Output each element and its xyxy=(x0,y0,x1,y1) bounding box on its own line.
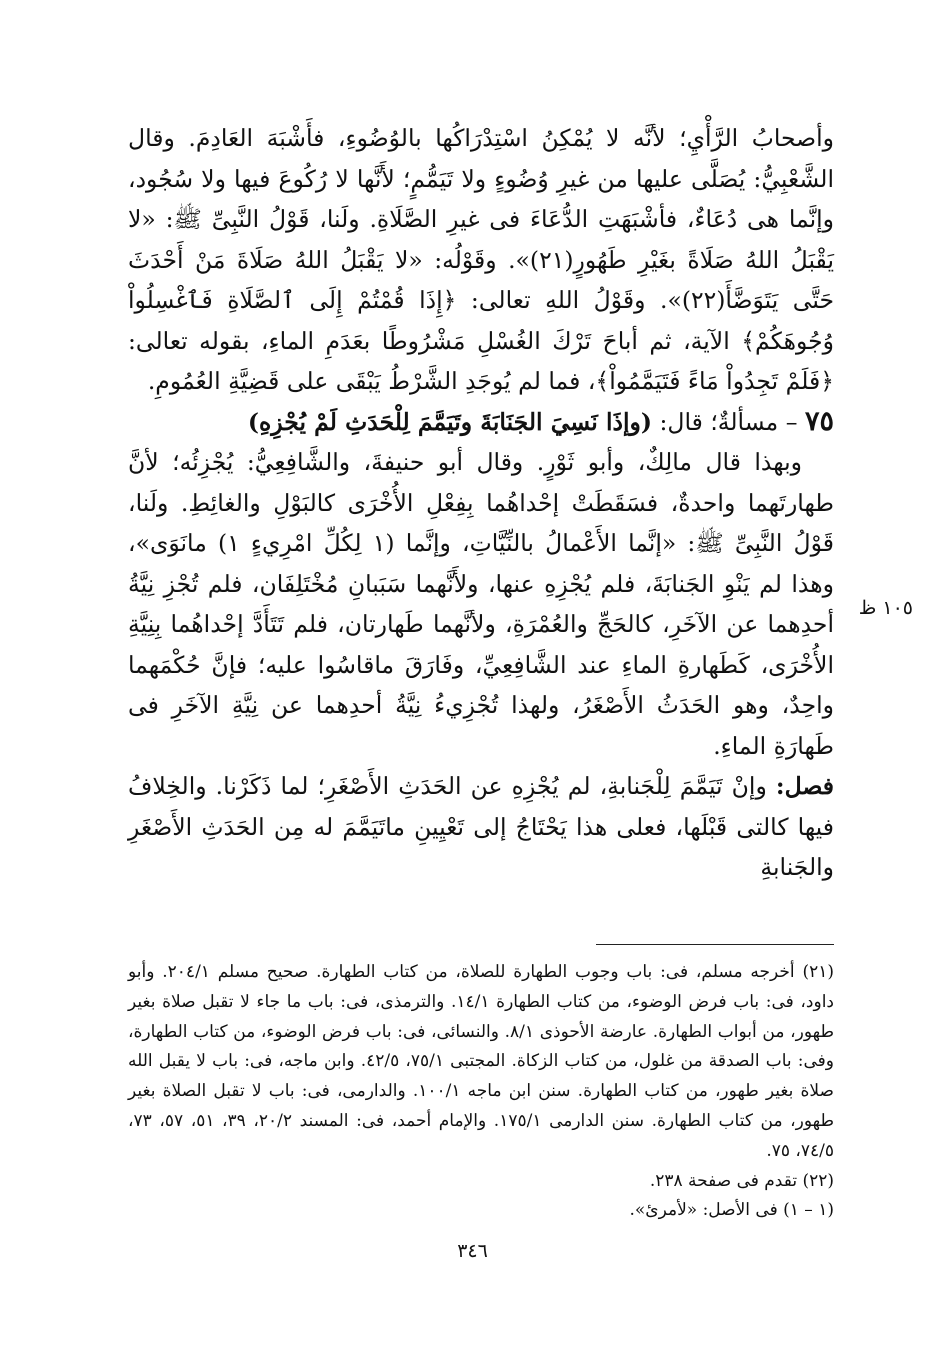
fasl-paragraph xyxy=(128,766,834,888)
fasl-label: فصل: xyxy=(775,772,834,800)
paragraph-1: وأصحابُ الرَّأْيِ؛ لأنَّه لا يُمْكِنُ اسْتِدْرَاكُها بالوُضُوءِ، فأَشْبَهَ العَادِمَ. وقال الشَّعْبِيُّ: يُصَلَّى عليها من غيرِ وُضُوءٍ ولا تَيَمُّمٍ؛ لأَنَّها لا رُكُوعَ فيها ولا سُجُود، وإنَّما هى دُعَاءٌ، فأشْبَهَتِ الدُّعَاءَ فى غيرِ الصَّلَاةِ. ولَنا، قَوْلُ النَّبِىِّ ﷺ: «لا يَقْبَلُ اللهُ صَلَاةً بغَيْرِ طَهُورٍ(٢١)». وقَوْلُه: «لا يَقْبَلُ اللهُ صَلَاةَ مَنْ أَحْدَثَ حَتَّى يَتَوَضَّأَ(٢٢)». وقَوْلُ اللهِ تعالى: ﴿إِذَا قُمْتُمْ إِلَى ٱلصَّلَاةِ فَٱغْسِلُواْ وُجُوهَكُمْ﴾ الآية، ثم أباحَ تَرْكَ الغُسْلِ مَشْرُوطًا بعَدَمِ الماءِ، بقوله تعالى: ﴿فَلَمْ تَجِدُواْ مَاءً فَتَيَمَّمُواْ﴾، فما لم يُوجَدِ الشَّرْطُ يَبْقَى على قَضِيَّةِ العُمُومِ. xyxy=(128,124,835,395)
footnotes xyxy=(128,958,834,1226)
footnote-21: (٢١) أخرجه مسلم، فى: باب وجوب الطهارة للصلاة، من كتاب الطهارة. صحيح مسلم ٢٠٤/١. وأبو داود، فى: باب فرض الوضوء، من كتاب الطهارة ١٤/١. والترمذى، فى: باب ما جاء لا تقبل صلاة بغير طهور، من أبواب الطهارة. عارضة الأحوذى ٨/١. والنسائى، فى: باب فرض الوضوء، من كتاب الطهارة، وفى: باب الصدقة من غلول، من كتاب الزكاة. المجتبى ٧٥/١، ٤٢/٥. وابن ماجه، فى: باب لا يقبل الله صلاة بغير طهور، من كتاب الطهارة. سنن ابن ماجه ١٠٠/١. والدارمى، فى: باب لا تقبل الصلاة بغير طهور، من كتاب الطهارة. سنن الدارمى ١٧٥/١. والإمام أحمد، فى: المسند ٢٠/٢، ٣٩، ٥١، ٥٧، ٧٣، ٧٤/٥، ٧٥. xyxy=(128,962,835,1161)
footnote-separator xyxy=(596,944,834,945)
issue-quote: (وإذَا نَسِيَ الجَنَابَةَ وتَيَمَّمَ لِلْحَدَثِ لَمْ يُجْزِهِ) xyxy=(247,407,652,436)
fasl-text: وإنْ تَيَمَّمَ لِلْجَنابةِ، لم يُجْزِهِ عن الحَدَثِ الأَصْغَرِ؛ لما ذَكَرْنا. والخِلافُ فيها كالتى قَبْلَها، فعلى هذا يَحْتَاجُ إلى تَعْيِينِ ماتَيَمَّمَ له مِن الحَدَثِ الأَصْغَرِ والجَنابةِ xyxy=(128,772,834,881)
issue-heading xyxy=(128,402,834,443)
issue-prefix: – مسألةٌ؛ قال: xyxy=(659,407,798,436)
footnote-22: (٢٢) تقدم فى صفحة ٢٣٨. xyxy=(649,1170,834,1191)
page-number: ٣٤٦ xyxy=(457,1240,488,1262)
main-text xyxy=(128,118,834,888)
issue-number: ٧٥ xyxy=(804,405,834,437)
manuscript-folio-note: ١٠٥ ظ xyxy=(858,597,913,619)
footnote-1-1: (١ – ١) فى الأصل: «لأمرئ». xyxy=(629,1200,834,1221)
paragraph-2: وبهذا قال مالِكٌ، وأبو ثَوْرٍ. وقال أبو حنيفةَ، والشَّافِعِيُّ: يُجْزِئُه؛ لأنَّ طهارتَهما واحدةٌ، فسَقَطَتْ إحْداهُما بِفِعْلِ الأُخْرَى كالبَوْلِ والغائِطِ. ولَنا، قَوْلُ النَّبِىِّ ﷺ: «إنَّما الأَعْمالُ بالنِّيَّاتِ، وإنَّما (١ لِكُلِّ امْرِيءٍ ١) مانَوَى»، وهذا لم يَنْوِ الجَنابَةَ، فلم يُجْزِهِ عنها، ولأَنَّهما سَبَبانِ مُخْتَلِفَان، فلم تُجْزِ نِيَّةُ أحدِهما عن الآخَرِ، كالحَجِّ والعُمْرَةِ، ولأنَّهما طَهارتان، فلم تَتَأَدَّ إحْداهُما بِنِيَّةِ الأُخْرَى، كَطَهارةِ الماءِ عند الشَّافِعِيِّ، وفَارَقَ ماقاسُوا عليه؛ فإنَّ حُكْمَهما واحِدٌ، وهو الحَدَثُ الأَصْغَرُ، ولهذا تُجْزِيءُ نِيَّةُ أحدِهما عن نِيَّةِ الآخَرِ فى طَهارَةِ الماءِ. xyxy=(128,448,834,760)
